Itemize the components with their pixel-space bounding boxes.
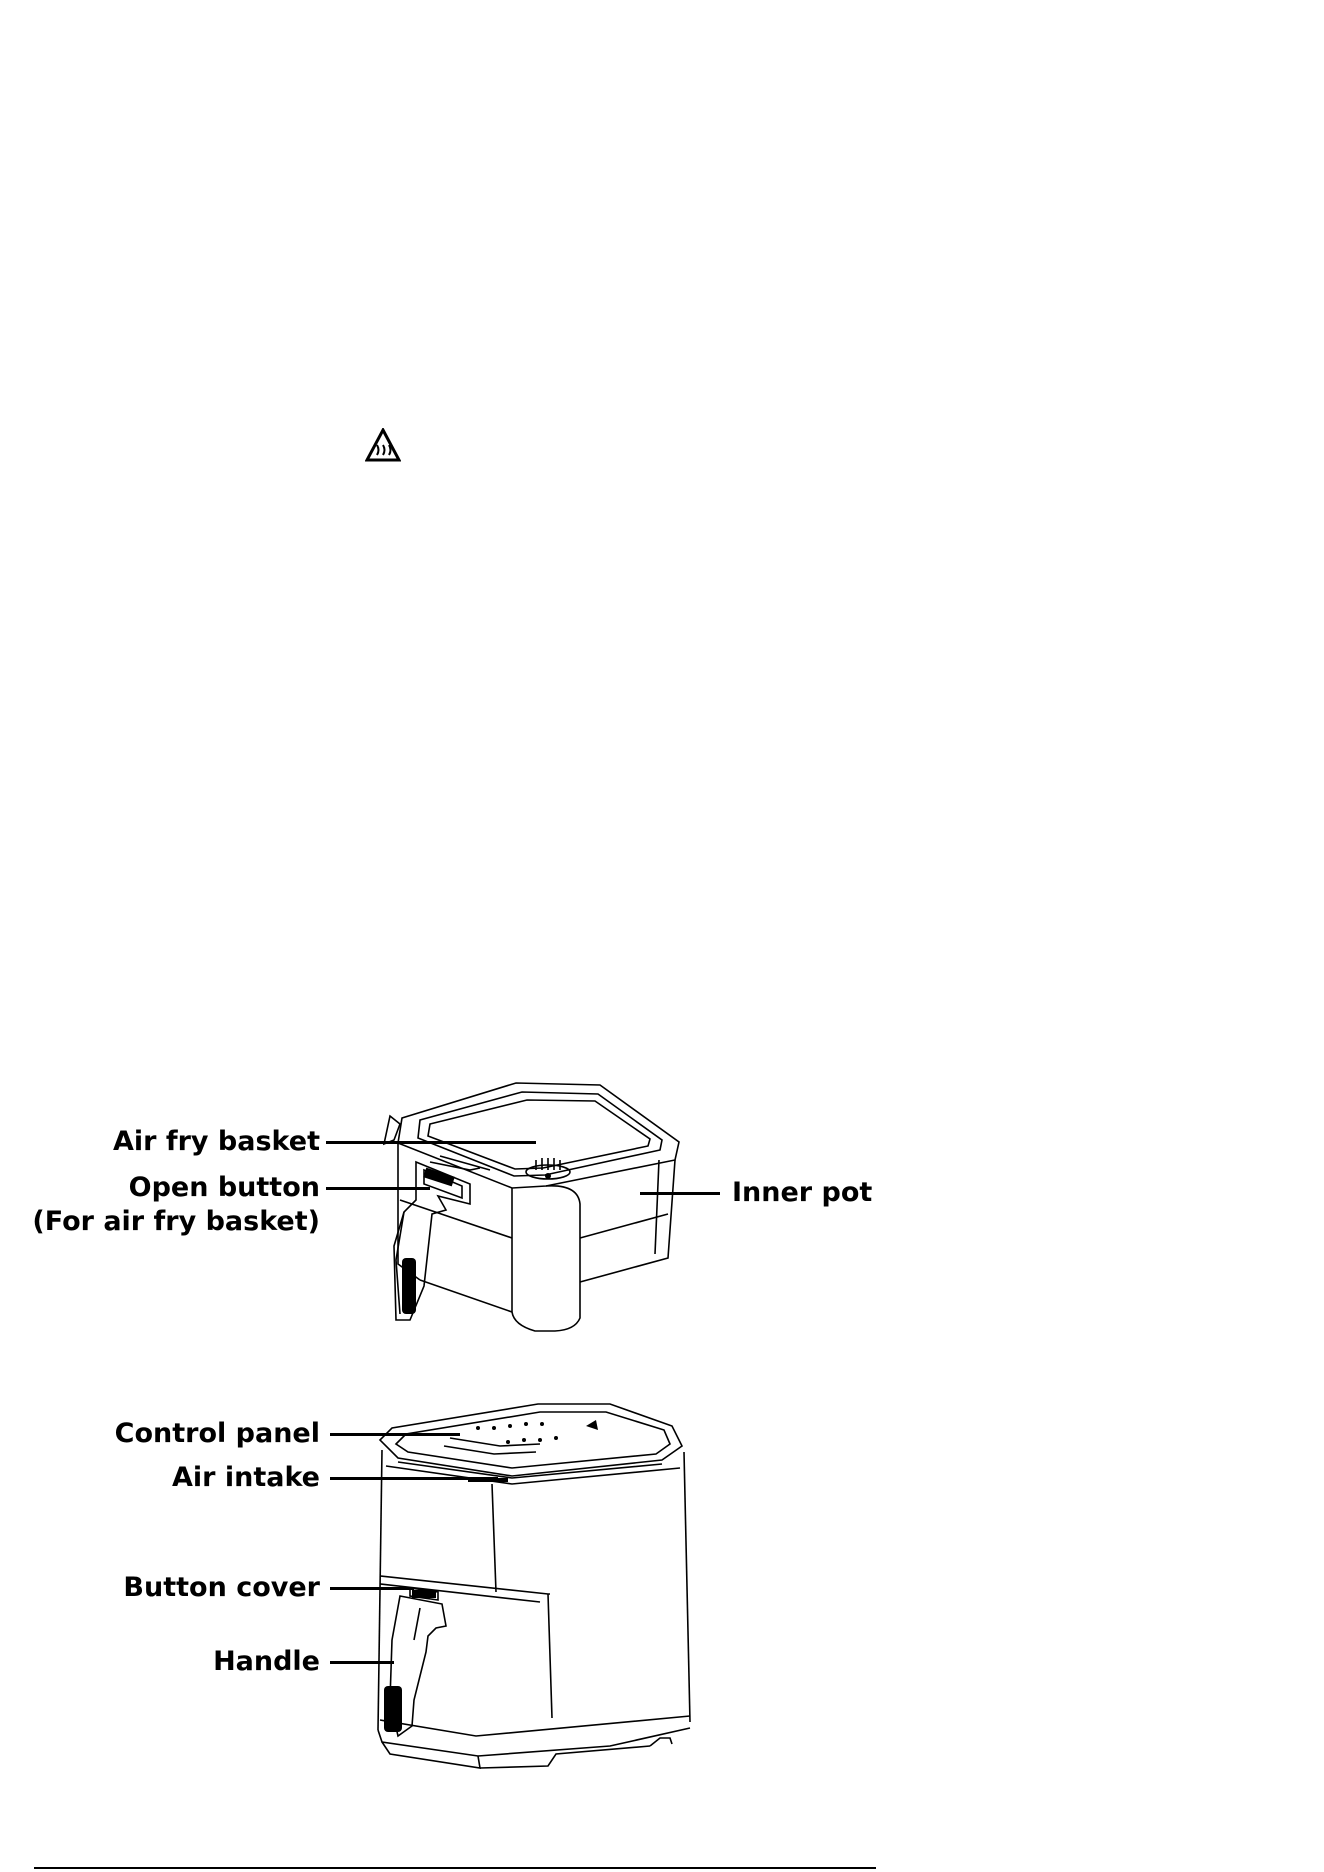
label-inner-pot: Inner pot [732, 1177, 873, 1208]
leader-line-air-fry-basket [326, 1141, 536, 1144]
leader-line-air-intake [330, 1477, 498, 1480]
label-handle: Handle [213, 1646, 320, 1677]
label-button-cover: Button cover [123, 1572, 320, 1603]
label-open-button-note: (For air fry basket) [32, 1206, 320, 1237]
label-open-button: Open button [128, 1172, 320, 1203]
leader-line-open-button [326, 1187, 430, 1190]
leader-line-inner-pot [640, 1192, 720, 1195]
leader-line-button-cover [330, 1587, 414, 1590]
label-air-fry-basket: Air fry basket [113, 1126, 320, 1157]
label-air-intake: Air intake [171, 1462, 320, 1493]
footer-rule [34, 1867, 876, 1869]
leader-line-control-panel [330, 1433, 460, 1436]
label-control-panel: Control panel [114, 1418, 320, 1449]
leader-line-handle [330, 1661, 394, 1664]
